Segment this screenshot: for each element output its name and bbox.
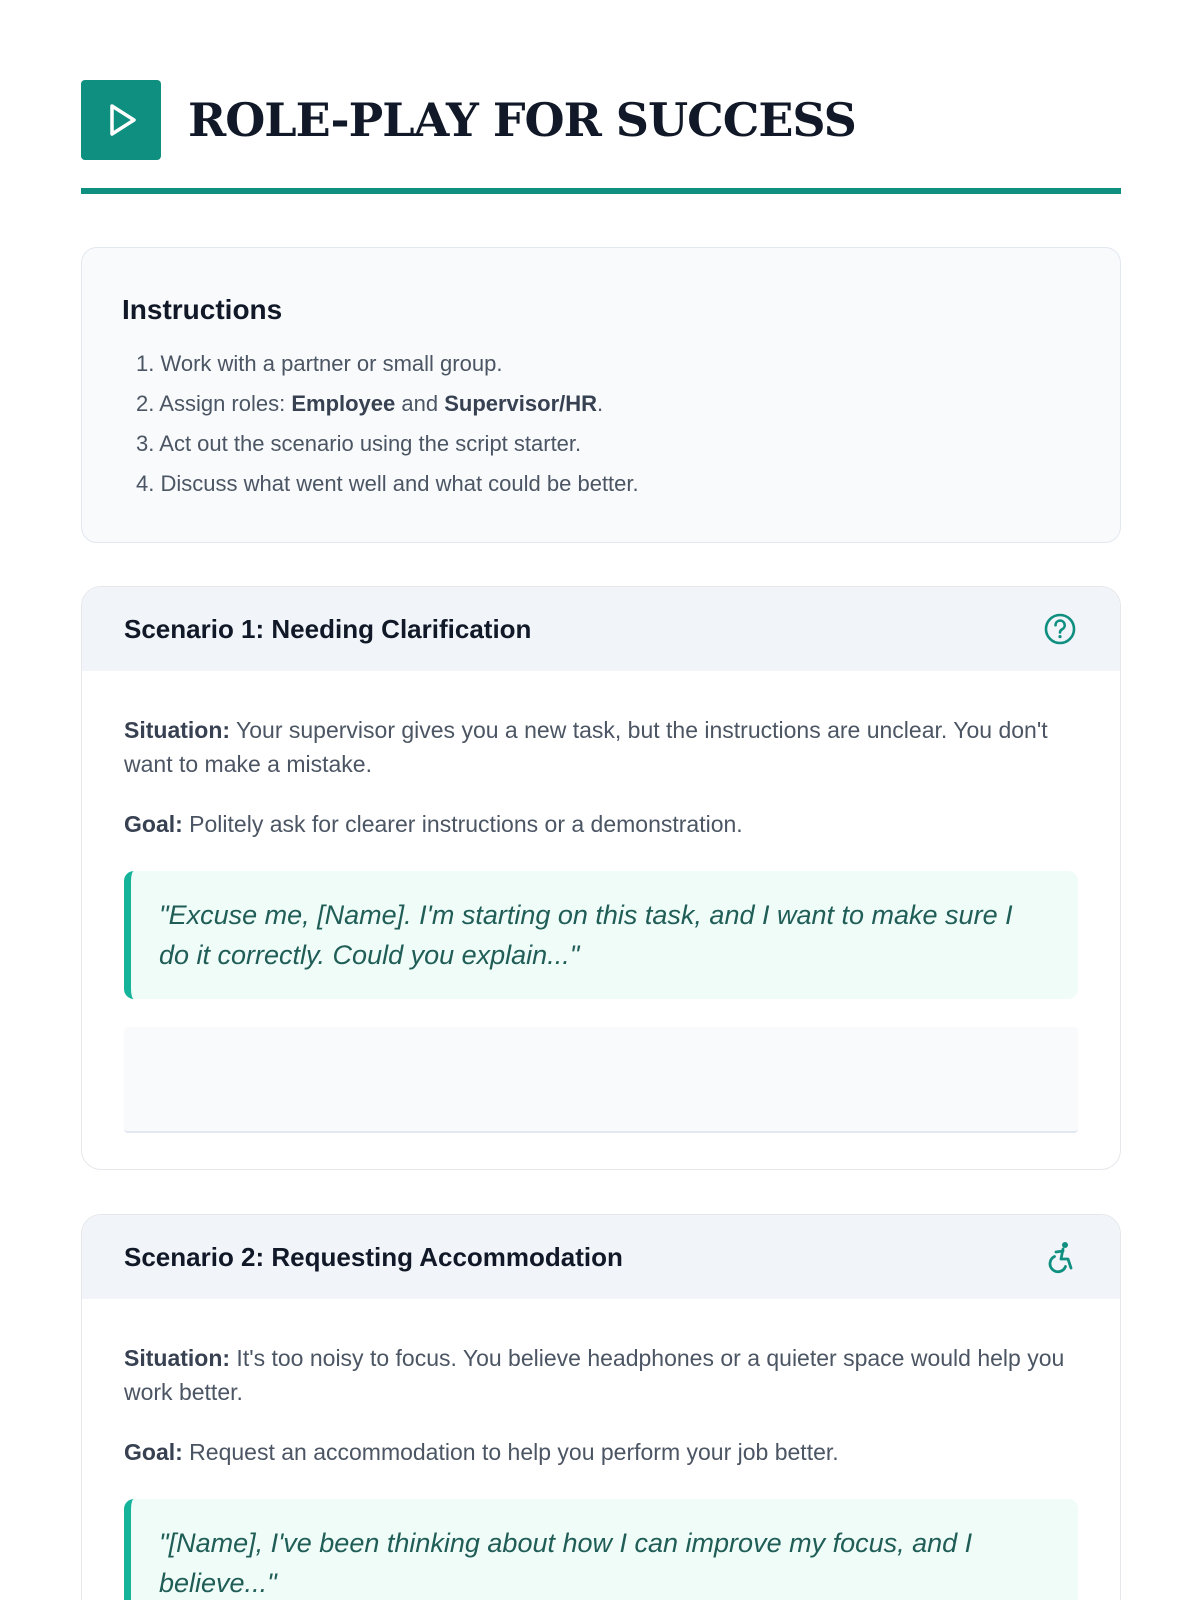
instruction-step: 2. Assign roles: Employee and Supervisor/HR.	[136, 391, 604, 416]
scenario-card	[81, 1214, 1121, 1600]
question-circle-icon	[1042, 611, 1078, 647]
scenario-title: Scenario 1: Needing Clarification	[124, 613, 532, 644]
instruction-step: 1. Work with a partner or small group.	[136, 351, 503, 376]
instructions-heading: Instructions	[122, 294, 283, 325]
instructions-list	[122, 344, 1080, 504]
scenario-body	[82, 1299, 1120, 1600]
goal-text: Goal: Request an accommodation to help you perform your job better.	[124, 1439, 839, 1465]
page-title: ROLE-PLAY FOR SUCCESS	[188, 93, 856, 147]
scenario-title: Scenario 2: Requesting Accommodation	[124, 1241, 623, 1272]
instruction-step: 4. Discuss what went well and what could be better.	[136, 471, 639, 496]
situation-text: Situation: Your supervisor gives you a new task, but the instructions are unclear. You don't want to make a mistake.	[124, 717, 1048, 777]
goal-text: Goal: Politely ask for clearer instructions or a demonstration.	[124, 811, 743, 837]
instructions-panel	[81, 247, 1121, 543]
scenario-body	[82, 671, 1120, 1170]
script-starter: "Excuse me, [Name]. I'm starting on this task, and I want to make sure I do it correctly. Could you explain..."	[124, 871, 1078, 999]
response-area[interactable]	[124, 1027, 1078, 1133]
script-starter: "[Name], I've been thinking about how I can improve my focus, and I believe..."	[124, 1499, 1078, 1600]
page-header	[81, 80, 1121, 194]
instruction-step: 3. Act out the scenario using the script starter.	[136, 431, 582, 456]
scenario-header	[82, 1215, 1120, 1299]
situation-text: Situation: It's too noisy to focus. You believe headphones or a quieter space would help you work better.	[124, 1345, 1065, 1405]
scenario-card	[81, 586, 1121, 1170]
scenario-header	[82, 587, 1120, 671]
play-icon	[81, 80, 161, 160]
accessibility-icon	[1042, 1239, 1078, 1275]
